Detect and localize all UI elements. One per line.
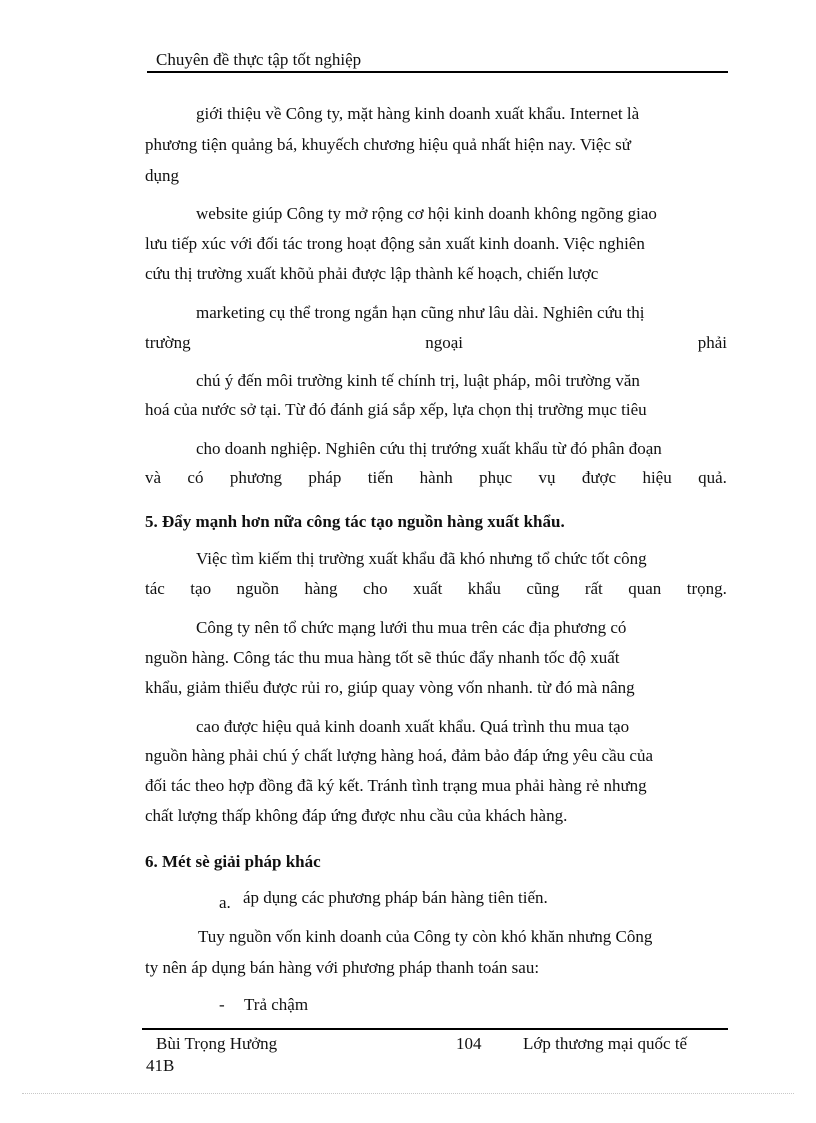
word: phải	[697, 333, 727, 352]
footer-class-code: 41B	[146, 1056, 175, 1075]
bullet-item: Trả chậm	[244, 995, 309, 1014]
word: pháp	[308, 468, 342, 487]
text-line: ty nên áp dụng bán hàng với phương pháp thanh toán sau:	[145, 958, 540, 977]
section-heading: 6. Mét sè giải pháp khác	[145, 852, 321, 871]
word: phục	[479, 468, 513, 487]
word: quan	[628, 579, 662, 598]
page-number: 104	[456, 1034, 482, 1053]
text-line: nguồn hàng phải chú ý chất lượng hàng hoá, đảm bảo đáp ứng yêu cầu của	[145, 746, 653, 765]
footer-author: Bùi Trọng Hưởng	[156, 1034, 278, 1053]
word: rất	[584, 579, 603, 598]
text-line: nguồn hàng. Công tác thu mua hàng tốt sẽ thúc đẩy nhanh tốc độ xuất	[145, 648, 620, 667]
text-line: chú ý đến môi trường kinh tế chính trị, luật pháp, môi trường văn	[196, 371, 640, 390]
word: khẩu	[467, 579, 501, 598]
word: tạo	[190, 579, 212, 598]
page-edge-divider	[22, 1093, 794, 1094]
text-line: phương tiện quảng bá, khuyếch chương hiệu quả nhất hiện nay. Việc sử	[145, 135, 632, 154]
text-line: marketing cụ thể trong ngắn hạn cũng như lâu dài. Nghiên cứu thị	[196, 303, 645, 322]
justified-line	[145, 467, 727, 489]
text-line: cho doanh nghiệp. Nghiên cứu thị trướng xuất khẩu từ đó phân đoạn	[196, 439, 662, 458]
section-heading: 5. Đẩy mạnh hơn nữa công tác tạo nguồn hàng xuất khẩu.	[145, 512, 565, 531]
header-title: Chuyên đề thực tập tốt nghiệp	[156, 50, 362, 69]
text-line: Tuy nguồn vốn kinh doanh của Công ty còn khó khăn nhưng Công	[198, 927, 653, 946]
word: cho	[363, 579, 388, 598]
word: hiệu	[642, 468, 672, 487]
justified-line	[145, 578, 727, 600]
word: trọng.	[686, 579, 727, 598]
word: hàng	[304, 579, 338, 598]
footer-class: Lớp thương mại quốc tế	[523, 1034, 688, 1053]
word: và	[145, 468, 162, 487]
bullet-marker: -	[219, 995, 225, 1014]
word: được	[581, 468, 617, 487]
text-line: cao được hiệu quả kinh doanh xuất khẩu. Quá trình thu mua tạo	[196, 717, 630, 736]
word: vụ	[538, 468, 556, 487]
text-line: chất lượng thấp không đáp ứng được nhu cầu của khách hàng.	[145, 806, 568, 825]
word: phương	[229, 468, 283, 487]
text-line: website giúp Công ty mở rộng cơ hội kinh doanh không ngõng giao	[196, 204, 657, 223]
word: nguồn	[236, 579, 280, 598]
word: quả.	[698, 468, 727, 487]
text-line: lưu tiếp xúc với đối tác trong hoạt động sản xuất kinh doanh. Việc nghiên	[145, 234, 645, 253]
text-line: đối tác theo hợp đồng đã ký kết. Tránh tình trạng mua phải hàng rẻ nhưng	[145, 776, 647, 795]
word: trường	[145, 333, 191, 352]
list-item: áp dụng các phương pháp bán hàng tiên tiến.	[243, 888, 548, 907]
word: xuất	[413, 579, 443, 598]
text-line: dụng	[145, 166, 179, 185]
text-line: cứu thị trường xuất khõủ phải được lập thành kế hoạch, chiến lược	[145, 264, 599, 283]
word: cũng	[526, 579, 560, 598]
text-line: Việc tìm kiếm thị trường xuất khẩu đã khó nhưng tổ chức tốt công	[196, 549, 647, 568]
text-line: hoá của nước sở tại. Từ đó đánh giá sắp xếp, lựa chọn thị trường mục tiêu	[145, 400, 647, 419]
word: hành	[419, 468, 453, 487]
list-marker: a.	[219, 893, 231, 912]
word: có	[187, 468, 204, 487]
word: tiến	[367, 468, 394, 487]
text-line: giới thiệu về Công ty, mặt hàng kinh doanh xuất khẩu. Internet là	[196, 104, 640, 123]
justified-line	[145, 332, 727, 354]
text-line: Công ty nên tổ chức mạng lưới thu mua trên các địa phương có	[196, 618, 627, 637]
text-line: khẩu, giảm thiểu được rủi ro, giúp quay vòng vốn nhanh. từ đó mà nâng	[145, 678, 635, 697]
footer-divider	[142, 1028, 728, 1030]
word: tác	[145, 579, 165, 598]
header-divider	[147, 71, 728, 73]
word: ngoại	[425, 333, 464, 352]
